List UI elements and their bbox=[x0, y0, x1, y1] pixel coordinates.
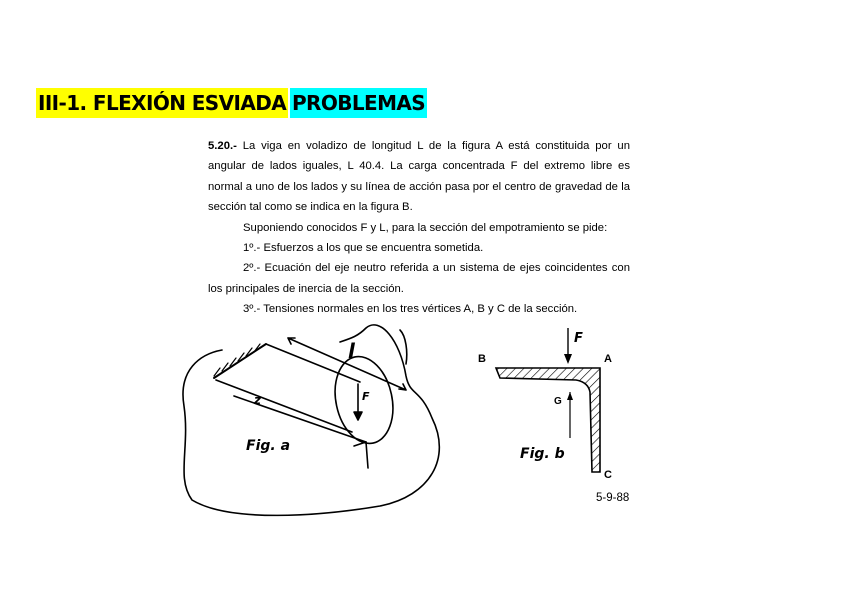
problem-text: La viga en voladizo de longitud L de la figura A está constituida por un angular de lados iguales, L 40.4. La carga concentrada F del extremo libre es normal a uno de los lados y su línea de acción pasa por el centro de gravedad de la sección tal como se indica en la figura B. bbox=[208, 140, 630, 214]
force-label-b: F bbox=[574, 331, 583, 346]
problem-number: 5.20.- bbox=[208, 140, 237, 152]
angle-section bbox=[354, 442, 368, 468]
problem-statement bbox=[208, 136, 630, 320]
vertex-b-label: B bbox=[478, 353, 486, 365]
fig-b-caption: Fig. b bbox=[520, 446, 565, 462]
force-label-a: F bbox=[362, 390, 370, 403]
problem-request: Suponiendo conocidos F y L, para la sección del empotramiento se pide: bbox=[243, 221, 608, 234]
figure-b bbox=[470, 320, 640, 485]
problem-item-3: 3º.- Tensiones normales en los tres vértices A, B y C de la sección. bbox=[243, 303, 578, 316]
centroid-label: G bbox=[554, 396, 562, 407]
problem-date: 5-9-88 bbox=[596, 492, 630, 504]
outline-hook bbox=[400, 330, 407, 364]
wall-support bbox=[214, 344, 266, 378]
problem-item-2: 2º.- Ecuación del eje neutro referida a un sistema de ejes coincidentes con los principales de inercia de la sección. bbox=[208, 262, 630, 295]
category-label: PROBLEMAS bbox=[290, 88, 427, 118]
problem-intro bbox=[208, 136, 630, 218]
length-label: l bbox=[348, 339, 355, 363]
vertex-c-label: C bbox=[604, 469, 612, 481]
fig-a-caption: Fig. a bbox=[246, 438, 291, 454]
figure-a bbox=[170, 318, 460, 518]
vertex-a-label: A bbox=[604, 353, 612, 365]
axis-label: z bbox=[254, 393, 261, 407]
section-title: III-1. FLEXIÓN ESVIADA bbox=[36, 88, 288, 118]
length-dimension bbox=[288, 338, 406, 390]
outline-blob bbox=[183, 325, 439, 515]
problem-item-1: 1º.- Esfuerzos a los que se encuentra sometida. bbox=[243, 242, 484, 255]
beam-far-edge bbox=[216, 380, 352, 432]
